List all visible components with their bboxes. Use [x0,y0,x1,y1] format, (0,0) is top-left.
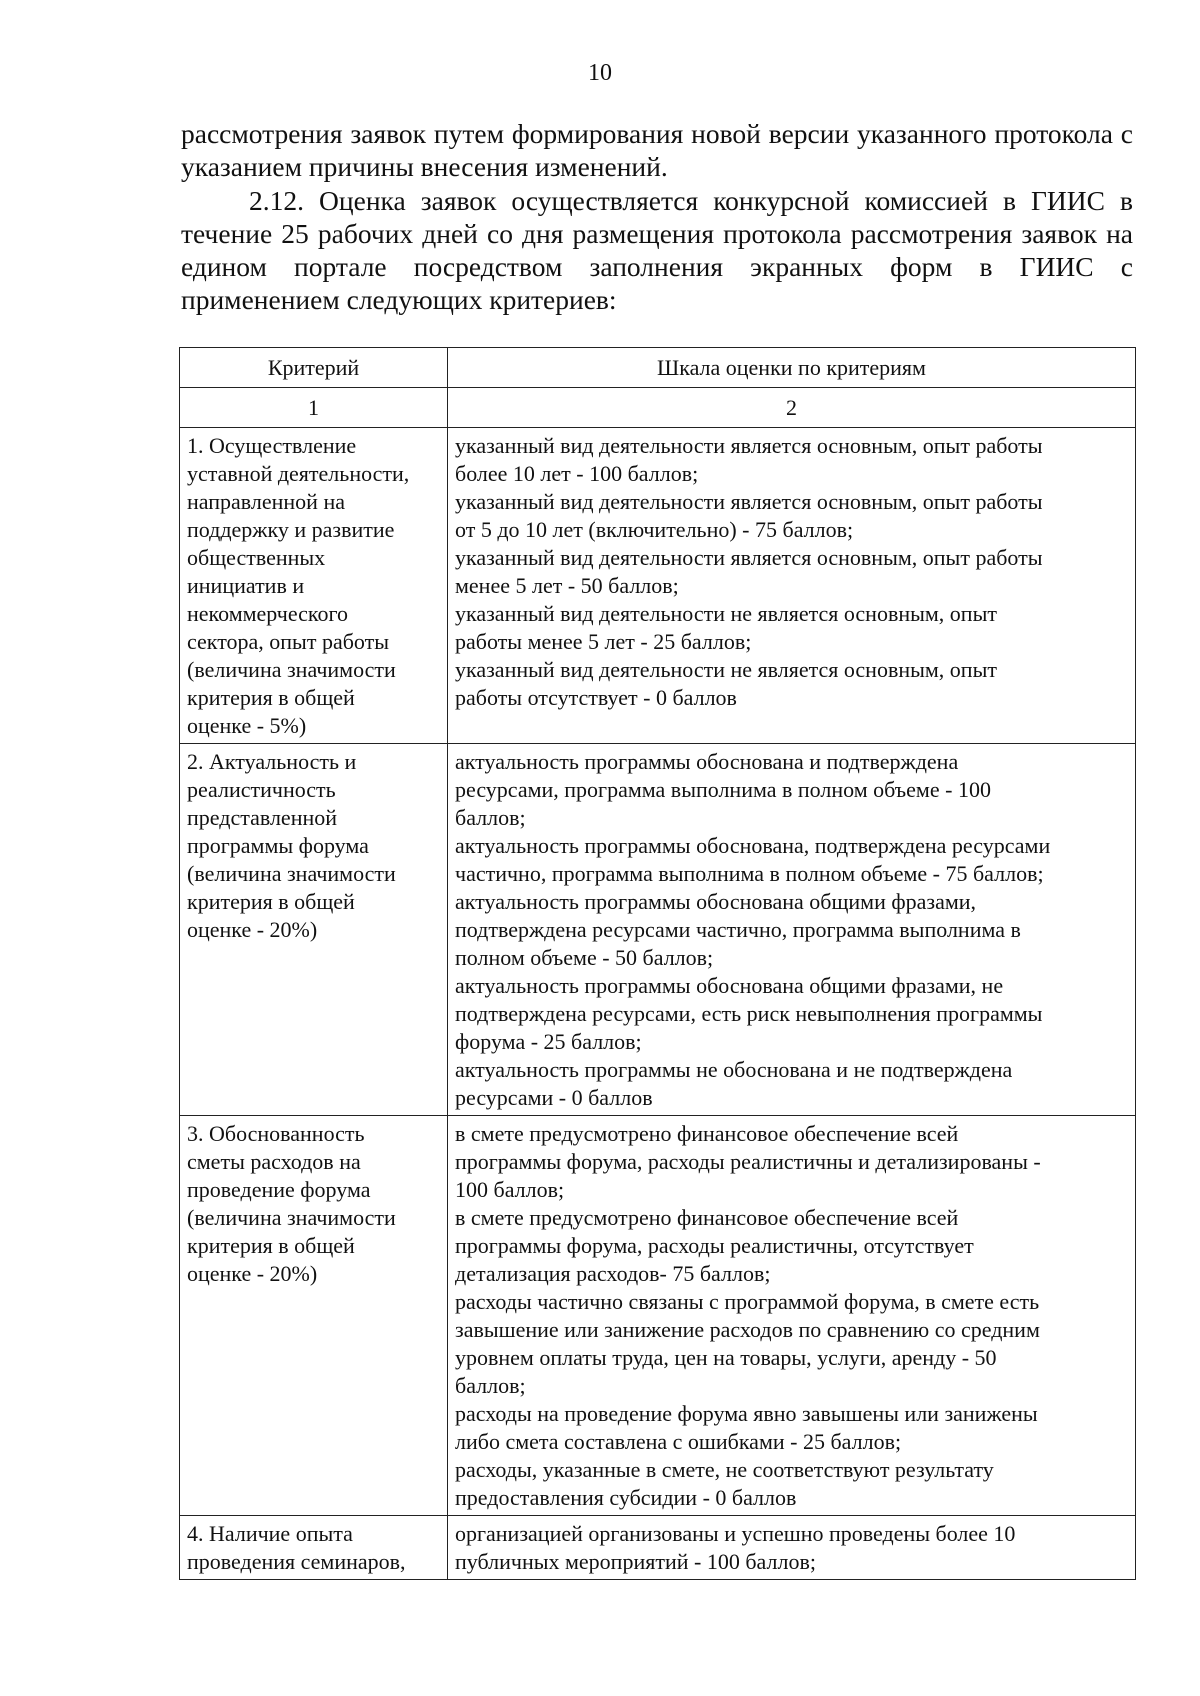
criterion-line: 2. Актуальность и [187,749,357,774]
criterion-line: сметы расходов на [187,1149,361,1174]
scale-line: полном объеме - 50 баллов; [455,945,714,970]
criteria-table [179,347,1136,1580]
criterion-line: уставной деятельности, [187,461,410,486]
scale-line: организацией организованы и успешно проведены более 10 [455,1521,1016,1546]
scale-line: работы отсутствует - 0 баллов [455,685,737,710]
scale-line: ресурсами - 0 баллов [455,1085,653,1110]
column-number-2: 2 [448,388,1136,428]
criterion-cell [180,744,448,1116]
scale-line: программы форума, расходы реалистичны, отсутствует [455,1233,974,1258]
scale-line: публичных мероприятий - 100 баллов; [455,1549,816,1574]
scale-line: в смете предусмотрено финансовое обеспечение всей [455,1205,959,1230]
scale-line: расходы частично связаны с программой форума, в смете есть [455,1289,1040,1314]
criterion-line: оценке - 20%) [187,1261,318,1286]
scale-line: актуальность программы обоснована общими фразами, [455,889,977,914]
scale-line: 100 баллов; [455,1177,565,1202]
scale-line: более 10 лет - 100 баллов; [455,461,699,486]
criterion-line: критерия в общей [187,1233,355,1258]
criterion-line: реалистичность [187,777,336,802]
scale-line: от 5 до 10 лет (включительно) - 75 баллов; [455,517,854,542]
column-number-1: 1 [180,388,448,428]
scale-line: подтверждена ресурсами частично, программа выполнима в [455,917,1021,942]
criterion-line: сектора, опыт работы [187,629,390,654]
scale-line: форума - 25 баллов; [455,1029,642,1054]
criterion-line: (величина значимости [187,1205,396,1230]
scale-line: уровнем оплаты труда, цен на товары, услуги, аренду - 50 [455,1345,997,1370]
scale-line: расходы, указанные в смете, не соответствуют результату [455,1457,994,1482]
criterion-line: некоммерческого [187,601,348,626]
criterion-line: оценке - 5%) [187,713,307,738]
scale-line: подтверждена ресурсами, есть риск невыполнения программы [455,1001,1043,1026]
criterion-line: проведение форума [187,1177,371,1202]
scale-line: работы менее 5 лет - 25 баллов; [455,629,752,654]
scale-line: актуальность программы не обоснована и не подтверждена [455,1057,1013,1082]
criterion-line: критерия в общей [187,889,355,914]
criterion-line: направленной на [187,489,345,514]
scale-line: расходы на проведение форума явно завышены или занижены [455,1401,1038,1426]
scale-cell [448,744,1136,1116]
scale-line: частично, программа выполнима в полном объеме - 75 баллов; [455,861,1044,886]
criterion-cell [180,1516,448,1580]
scale-line: актуальность программы обоснована, подтверждена ресурсами [455,833,1051,858]
table-header-row [180,348,1136,388]
criterion-line: общественных [187,545,326,570]
scale-line: актуальность программы обоснована общими фразами, не [455,973,1004,998]
criterion-line: программы форума [187,833,369,858]
table-row [180,1116,1136,1516]
header-scale: Шкала оценки по критериям [448,348,1136,388]
criterion-line: 3. Обоснованность [187,1121,365,1146]
criterion-line: (величина значимости [187,861,396,886]
scale-line: завышение или занижение расходов по сравнению со средним [455,1317,1040,1342]
scale-cell [448,1516,1136,1580]
scale-line: менее 5 лет - 50 баллов; [455,573,679,598]
paragraph-2-12: 2.12. Оценка заявок осуществляется конкурсной комиссией в ГИИС в течение 25 рабочих дней со дня размещения протокола рассмотрения заявок на едином портале посредством заполнения экранных форм в ГИИС с применением следующих критериев: [181,185,1133,315]
table-column-numbers-row [180,388,1136,428]
scale-line: баллов; [455,805,526,830]
criterion-line: критерия в общей [187,685,355,710]
scale-line: предоставления субсидии - 0 баллов [455,1485,797,1510]
table-row [180,744,1136,1116]
criterion-line: инициатив и [187,573,305,598]
criterion-cell [180,1116,448,1516]
page-number: 10 [588,60,612,86]
scale-line: указанный вид деятельности является основным, опыт работы [455,545,1043,570]
criterion-line: проведения семинаров, [187,1549,406,1574]
criterion-line: оценке - 20%) [187,917,318,942]
scale-line: либо смета составлена с ошибками - 25 баллов; [455,1429,902,1454]
criterion-line: представленной [187,805,338,830]
scale-line: в смете предусмотрено финансовое обеспечение всей [455,1121,959,1146]
scale-line: детализация расходов- 75 баллов; [455,1261,771,1286]
criterion-line: 4. Наличие опыта [187,1521,353,1546]
scale-cell [448,428,1136,744]
criterion-line: поддержку и развитие [187,517,395,542]
scale-cell [448,1116,1136,1516]
paragraph-continuation: рассмотрения заявок путем формирования новой версии указанного протокола с указанием причины внесения изменений. [181,118,1133,182]
scale-line: баллов; [455,1373,526,1398]
criterion-cell [180,428,448,744]
scale-line: указанный вид деятельности не является основным, опыт [455,601,997,626]
scale-line: ресурсами, программа выполнима в полном объеме - 100 [455,777,991,802]
criterion-line: 1. Осуществление [187,433,357,458]
criterion-line: (величина значимости [187,657,396,682]
scale-line: актуальность программы обоснована и подтверждена [455,749,959,774]
scale-line: указанный вид деятельности является основным, опыт работы [455,489,1043,514]
table-row [180,1516,1136,1580]
header-criterion: Критерий [180,348,448,388]
scale-line: указанный вид деятельности не является основным, опыт [455,657,997,682]
scale-line: программы форума, расходы реалистичны и детализированы - [455,1149,1041,1174]
table-row [180,428,1136,744]
scale-line: указанный вид деятельности является основным, опыт работы [455,433,1043,458]
